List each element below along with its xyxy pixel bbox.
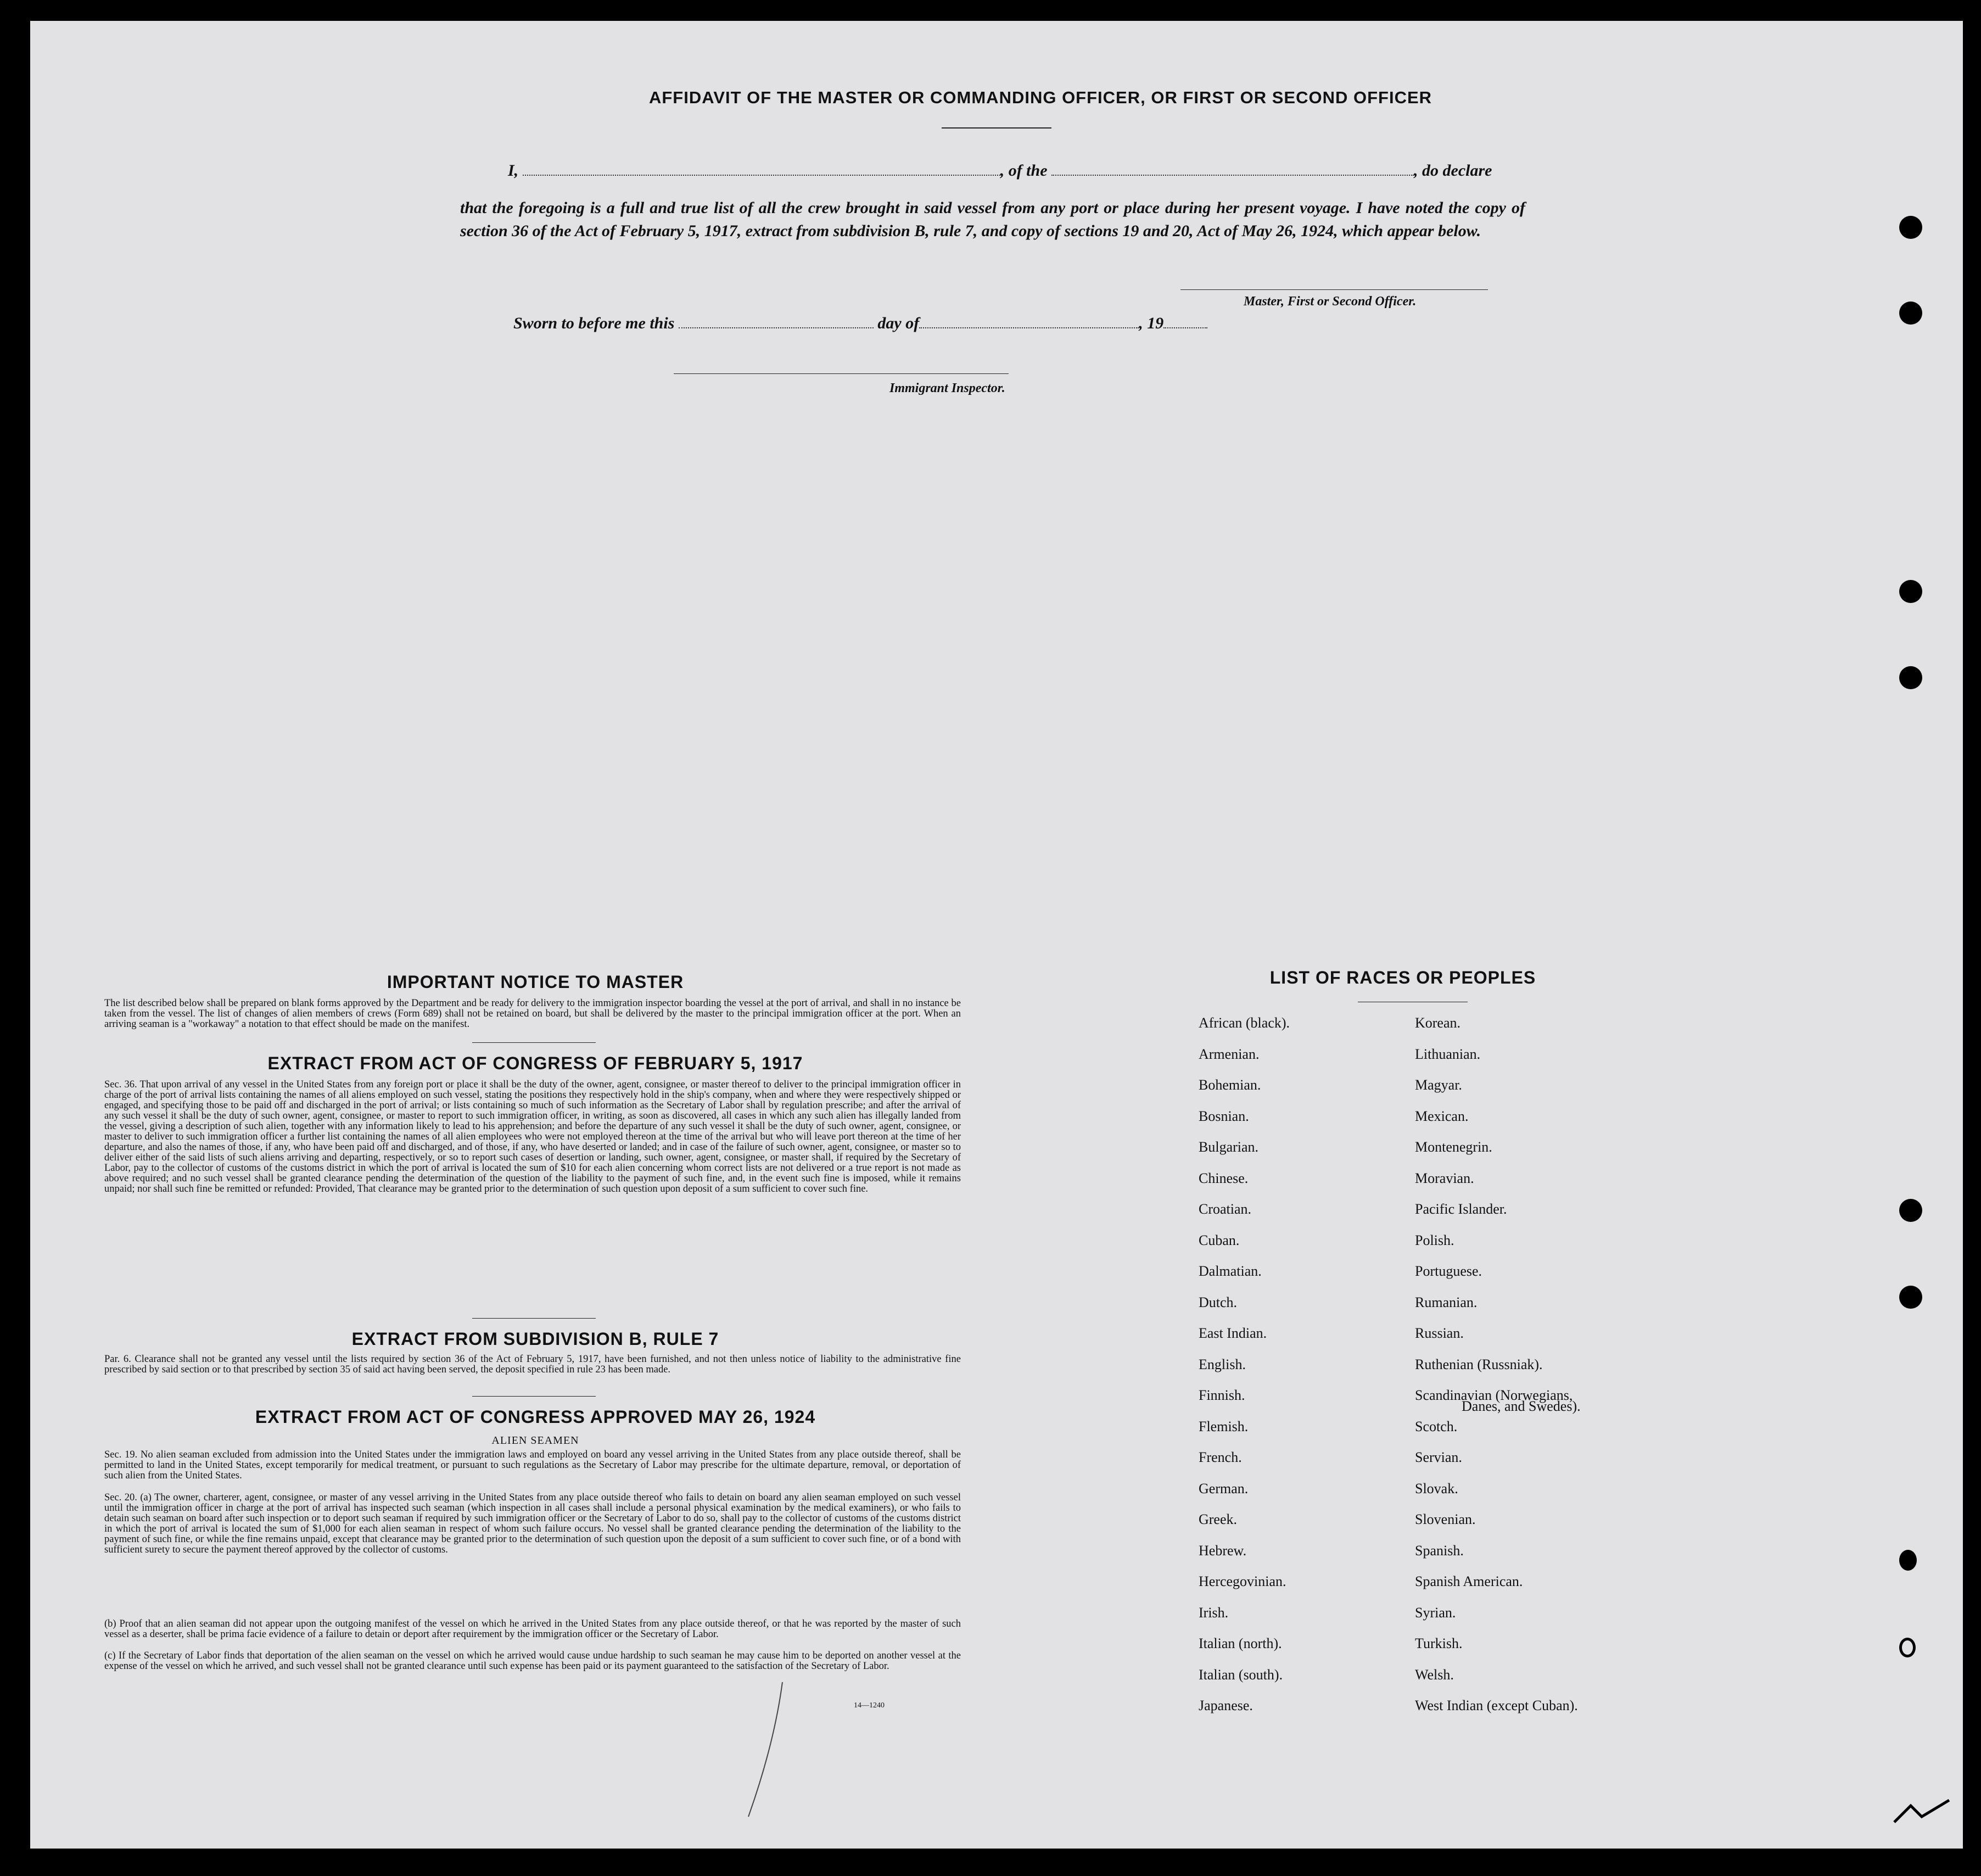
month-blank[interactable] (919, 315, 1139, 328)
sec20b-text: (b) Proof that an alien seaman did not appear upon the outgoing manifest of the vessel on which he arrived in the United States from any place outside thereof, or that he was reported by the master of such vessel as a deserter, shall be prima facie evidence of a failure to detain or deport after requirement by the immigration officer or the Secretary of Labor. (104, 1618, 961, 1640)
divider-3 (472, 1396, 596, 1397)
extract-1924-heading: EXTRACT FROM ACT OF CONGRESS APPROVED MAY 26, 1924 (255, 1407, 816, 1427)
notice-text: The list described below shall be prepared on blank forms approved by the Department and be ready for delivery to the immigration inspector boarding the vessel at the port of arrival, and shall in no instance be taken from the vessel. The list of changes of alien members of crews (Form 689) shall not be retained on board, but shall be delivered by the master to the principal immigration officer at the port. When an arriving seaman is a "workaway" a notation to that effect should be made on the manifest. (104, 998, 961, 1030)
race-item: Portuguese. (1415, 1263, 1482, 1279)
race-item: Bohemian. (1199, 1077, 1261, 1093)
affidavit-line1 (508, 161, 1492, 180)
punch-hole (1899, 216, 1922, 239)
year-prefix: , 19 (1139, 314, 1164, 332)
race-item: Scandinavian (Norwegians, (1415, 1387, 1573, 1403)
races-column-2 (1415, 1015, 1578, 1729)
race-item: Mexican. (1415, 1108, 1469, 1124)
race-item: Spanish. (1415, 1542, 1464, 1559)
affidavit-title: AFFIDAVIT OF THE MASTER OR COMMANDING OFFICER, OR FIRST OR SECOND OFFICER (648, 88, 1432, 107)
name-blank[interactable] (523, 163, 1000, 176)
alien-seamen-heading: ALIEN SEAMEN (491, 1434, 579, 1447)
pencil-mark (744, 1679, 788, 1822)
signature-label: Master, First or Second Officer. (1244, 294, 1417, 309)
inspector-label: Immigrant Inspector. (889, 381, 1005, 395)
punch-hole (1899, 1199, 1922, 1222)
race-item: English. (1199, 1356, 1246, 1372)
race-item: Turkish. (1415, 1635, 1463, 1651)
race-item: Lithuanian. (1415, 1046, 1481, 1062)
race-item: Italian (north). (1199, 1635, 1282, 1651)
day-of-text: day of (877, 314, 920, 332)
punch-hole (1899, 1286, 1922, 1309)
races-column-1 (1199, 1015, 1290, 1729)
notice-heading: IMPORTANT NOTICE TO MASTER (387, 972, 684, 992)
race-item: Welsh. (1415, 1666, 1454, 1683)
race-item: Montenegrin. (1415, 1139, 1492, 1155)
year-blank[interactable] (1163, 315, 1207, 328)
race-item: Irish. (1199, 1604, 1229, 1621)
race-item: Slovak. (1415, 1480, 1458, 1497)
divider-1 (472, 1042, 596, 1043)
race-item: Polish. (1415, 1232, 1454, 1248)
race-item: Dutch. (1199, 1294, 1238, 1310)
race-item: Finnish. (1199, 1387, 1245, 1403)
race-item: Hercegovinian. (1199, 1573, 1286, 1589)
race-item: Hebrew. (1199, 1542, 1247, 1559)
rule7-heading: EXTRACT FROM SUBDIVISION B, RULE 7 (351, 1329, 719, 1349)
race-item: Cuban. (1199, 1232, 1240, 1248)
race-item: Japanese. (1199, 1698, 1253, 1713)
race-item: French. (1199, 1449, 1242, 1465)
races-heading: LIST OF RACES OR PEOPLES (1269, 968, 1536, 987)
race-item: Russian. (1415, 1325, 1464, 1341)
race-item: Rumanian. (1415, 1294, 1478, 1310)
race-item: Armenian. (1199, 1046, 1260, 1062)
race-item: Chinese. (1199, 1170, 1249, 1186)
document-page (30, 21, 1963, 1849)
race-item: Korean. (1415, 1015, 1461, 1031)
divider-2 (472, 1318, 596, 1319)
affidavit-paragraph: that the foregoing is a full and true list of all the crew brought in said vessel from any port or place during her present voyage. I have noted the copy of section 36 of the Act of February 5, 1917, extract from subdivision B, rule 7, and copy of sections 19 and 20, Act of May 26, 1924, which appear below. (460, 199, 1525, 240)
race-item: Bosnian. (1199, 1108, 1249, 1124)
race-item: Bulgarian. (1199, 1139, 1259, 1155)
race-item: Pacific Islander. (1415, 1201, 1507, 1217)
sec19-text: Sec. 19. No alien seaman excluded from admission into the United States under the immigration laws and employed on board any vessel arriving in the United States from any place outside thereof, shall be permitted to land in the United States, except temporarily for medical treatment, or pursuant to such regulations as the Secretary of Labor may prescribe for the ultimate departure, removal, or deportation of such alien from the United States. (104, 1449, 961, 1481)
race-item: German. (1199, 1480, 1249, 1497)
inspector-signature-line (674, 373, 1009, 374)
day-blank[interactable] (679, 315, 874, 328)
punch-hole (1899, 1550, 1917, 1571)
race-item: Greek. (1199, 1511, 1238, 1527)
sworn-line (513, 314, 1207, 333)
race-item: Magyar. (1415, 1077, 1462, 1093)
sworn-text: Sworn to before me this (513, 314, 675, 332)
race-item: African (black). (1199, 1015, 1290, 1031)
race-item: Slovenian. (1415, 1511, 1476, 1527)
race-item: Italian (south). (1199, 1666, 1283, 1683)
sec20a-text: Sec. 20. (a) The owner, charterer, agent, consignee, or master of any vessel arriving in the United States from any place outside thereof who fails to detain on board any alien seaman employed on such vessel until the immigration officer in charge at the port of arrival has inspected such seaman (which inspection in all cases shall include a personal physical examination by the medical examiners), or who fails to detain such seaman on board after such inspection or to deport such seaman if required by such immigration officer or the Secretary of Labor to do so, shall pay to the collector of customs of the customs district in which the port of arrival is located the sum of $1,000 for each alien seaman in respect of whom such failure occurs. No vessel shall be granted clearance pending the determination of the liability to the payment of such fine, or while the fine remains unpaid, except that clearance may be granted prior to the determination of such question upon the deposit of a sum sufficient to cover such fine, or of a bond with sufficient surety to secure the payment thereof approved by the collector of customs. (104, 1492, 961, 1555)
signature-line (1180, 289, 1488, 290)
affidavit-title-rule (942, 127, 1051, 129)
vessel-blank[interactable] (1051, 163, 1414, 176)
race-item: Ruthenian (Russniak). (1415, 1356, 1543, 1372)
sec20c-text: (c) If the Secretary of Labor finds that deportation of the alien seaman on the vessel on which he arrived would cause undue hardship to such seaman he may cause him to be deported on another vessel at the expense of the vessel on which he arrived, and such vessel shall not be granted clearance until such expense has been paid or its payment guaranteed to the satisfaction of the Secretary of Labor. (104, 1650, 961, 1672)
punch-hole (1899, 666, 1922, 689)
form-number: 14—1240 (854, 1701, 885, 1710)
race-item: Syrian. (1415, 1604, 1456, 1621)
race-item: West Indian (except Cuban). (1415, 1698, 1578, 1713)
affidavit-do-declare: , do declare (1414, 161, 1492, 180)
rule7-text: Par. 6. Clearance shall not be granted any vessel until the lists required by section 36 of the Act of February 5, 1917, have been furnished, and not then unless notice of liability to the administrative fine prescribed by said section or to that prescribed by section 35 of said act having been served, the deposit specified in rule 23 has been made. (104, 1354, 961, 1375)
race-item: Dalmatian. (1199, 1263, 1262, 1279)
race-item: East Indian. (1199, 1325, 1267, 1341)
affidavit-of-the: , of the (1000, 161, 1048, 180)
race-item: Spanish American. (1415, 1573, 1523, 1589)
race-item: Moravian. (1415, 1170, 1474, 1186)
affidavit-i: I, (508, 161, 519, 180)
corner-mark (1889, 1789, 1955, 1833)
extract-1917-text: Sec. 36. That upon arrival of any vessel in the United States from any foreign port or place it shall be the duty of the owner, agent, consignee, or master thereof to deliver to the principal immigration officer in charge of the port of arrival lists containing the names of all aliens employed on such vessel, stating the positions they respectively hold in the ship's company, when and where they were respectively shipped or engaged, and specifying those to be paid off and discharged in the port of arrival; or lists containing so much of such information as the Secretary of Labor shall by regulation prescribe; and after the arrival of any such vessel it shall be the duty of such owner, agent, consignee, or master to report to such immigration officer, in writing, as soon as discovered, all cases in which any such alien has illegally landed from the vessel, giving a description of such alien, together with any information likely to lead to his apprehension; and before the departure of any such vessel it shall be the duty of such owner, agent, consignee, or master to deliver to such immigration officer a further list containing the names of all alien employees who were not employed thereon at the time of the arrival but who will leave port thereon at the time of her departure, and also the names of those, if any, who have been paid off and discharged, and of those, if any, who have deserted or landed; and in case of the failure of such owner, agent, consignee, or master so to deliver either of the said lists of such aliens arriving and departing, respectively, or so to report such cases of desertion or landing, such owner, agent, consignee, or master shall, if required by the Secretary of Labor, pay to the collector of customs of the customs district in which the port of arrival is located the sum of $10 for each alien concerning whom correct lists are not delivered or a true report is not made as above required; and no such vessel shall be granted clearance pending the determination of the question of the liability to the payment of such fine, and, in the event such fine is imposed, while it remains unpaid; nor shall such fine be remitted or refunded: Provided, That clearance may be granted prior to the determination of such question upon deposit of a sum sufficient to cover such fine. (104, 1079, 961, 1194)
punch-hole (1899, 302, 1922, 325)
extract-1917-heading: EXTRACT FROM ACT OF CONGRESS OF FEBRUARY 5, 1917 (267, 1053, 803, 1073)
scandinavian-continuation: Danes, and Swedes). (1462, 1398, 1581, 1414)
punch-hole (1899, 1638, 1916, 1657)
punch-hole (1899, 580, 1922, 603)
race-item: Croatian. (1199, 1201, 1252, 1217)
race-item: Servian. (1415, 1449, 1462, 1465)
race-item: Flemish. (1199, 1418, 1249, 1434)
race-item: Scotch. (1415, 1418, 1458, 1434)
